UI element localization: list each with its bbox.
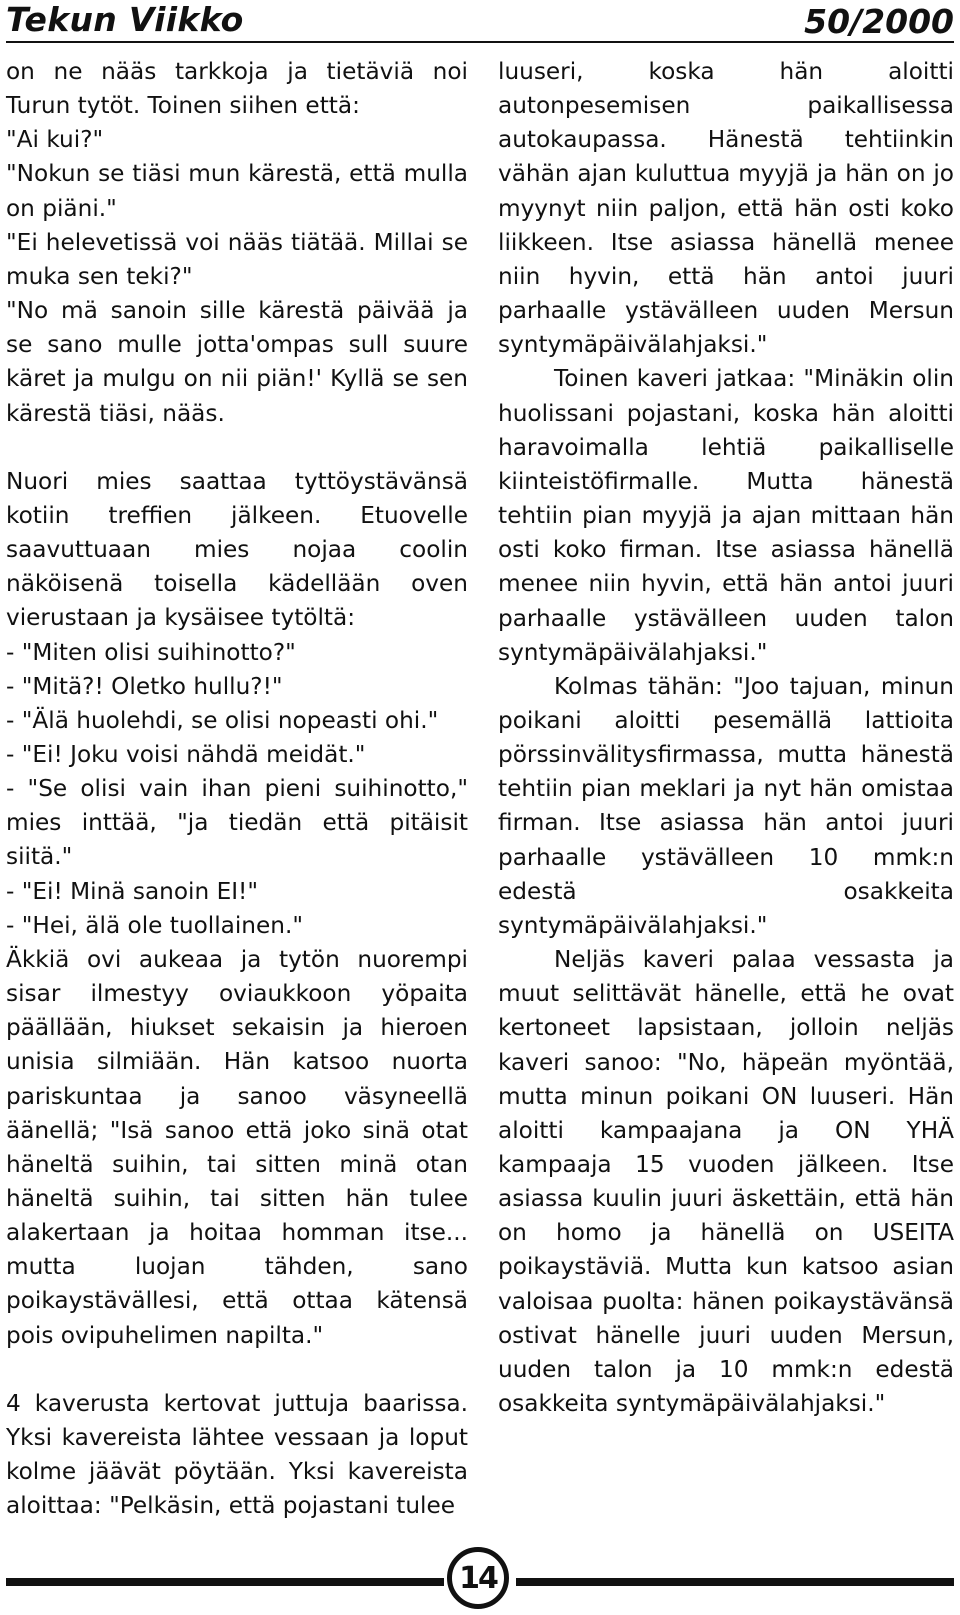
header-rule [6, 41, 954, 43]
paragraph: "No mä sanoin sille kärestä päivää ja se sano mulle jotta'ompas sull suure käret ja mulgu on nii piän!' Kyllä se sen kärestä tiäsi, nääs. [6, 297, 468, 427]
left-column [6, 55, 468, 1523]
right-column [498, 55, 954, 1421]
issue-number: 50/2000 [804, 2, 954, 41]
publication-title: Tekun Viikko [6, 0, 244, 39]
paragraph: Nuori mies saattaa tyttöystävänsä kotiin treffien jälkeen. Etuovelle saavuttuaan mies nojaa coolin näköisenä toisella kädellään oven vierustaan ja kysäisee tytöltä: [6, 467, 468, 632]
paragraph: 4 kaverusta kertovat juttuja baarissa. Yksi kavereista lähtee vessaan ja loput kolme jäävät pöytään. Yksi kavereista aloittaa: "Pelkäsin, että pojastani tulee [6, 1389, 468, 1520]
dialogue-line: - "Ei! Minä sanoin EI!" [6, 877, 259, 905]
paragraph: luuseri, koska hän aloitti autonpesemisen paikallisessa autokaupassa. Hänestä tehtiinkin vähän ajan kuluttua myyjä ja hän on jo myynyt niin paljon, että hän osti koko liikkeen. Itse asiassa hänellä menee niin hyvin, että hän antoi juuri parhaalle ystävälleen uuden Mersun syntymäpäivälahjaksi." [498, 58, 954, 359]
page-number-badge [447, 1547, 509, 1609]
dialogue-line: - "Se olisi vain ihan pieni suihinotto," mies inttää, "ja tiedän että pitäisit siitä." [6, 775, 468, 871]
footer-rule-left [6, 1578, 444, 1586]
dialogue-line: - "Älä huolehdi, se olisi nopeasti ohi." [6, 706, 439, 734]
paragraph: "Ei helevetissä voi nääs tiätää. Millai se muka sen teki?" [6, 228, 468, 290]
dialogue-line: - "Hei, älä ole tuollainen." [6, 911, 303, 939]
paragraph: Neljäs kaveri palaa vessasta ja muut selittävät hänelle, että he ovat kertoneet lapsistaan, jolloin neljäs kaveri sanoo: "No, häpeän myöntää, mutta minun poikani ON luuseri. Hän aloitti kampaajana ja ON YHÄ kampaaja 15 vuoden jälkeen. Itse asiassa kuulin juuri äskettäin, että hän on homo ja hänellä on USEITA poikaystäviä. Mutta kun katsoo asian valoisaa puolta: hänen poikaystävänsä ostivat hänelle juuri uuden Mersun, uuden talon ja 10 mmk:n edestä osakkeita syntymäpäivälahjaksi." [498, 946, 954, 1418]
paragraph: Kolmas tähän: "Joo tajuan, minun poikani aloitti pesemällä lattioita pörssinvälitysfirmassa, mutta hänestä tehtiin pian meklari ja nyt hän omistaa firman. Itse asiassa hän antoi juuri parhaalle ystävälleen 10 mmk:n edestä osakkeita syntymäpäivälahjaksi." [498, 672, 954, 939]
page-number: 14 [459, 1560, 497, 1596]
footer-rule-right [516, 1578, 954, 1586]
page-header [6, 0, 954, 44]
paragraph: Toinen kaveri jatkaa: "Minäkin olin huolissani pojastani, koska hän aloitti haravoimalla lehtiä paikalliselle kiinteistöfirmalle. Mutta hänestä tehtiin pian myyjä ja ajan mittaan hän osti koko firman. Itse asiassa hänellä menee niin hyvin, että hän antoi juuri parhaalle ystävälleen uuden talon syntymäpäivälahjaksi." [498, 365, 954, 666]
dialogue-line: - "Miten olisi suihinotto?" [6, 638, 296, 666]
paragraph: on ne nääs tarkkoja ja tietäviä noi Turun tytöt. Toinen siihen että: [6, 58, 468, 120]
dialogue-line: - "Mitä?! Oletko hullu?!" [6, 672, 283, 700]
paragraph: "Nokun se tiäsi mun kärestä, että mulla on piäni." [6, 160, 468, 222]
paragraph: "Ai kui?" [6, 126, 104, 154]
dialogue-line: - "Ei! Joku voisi nähdä meidät." [6, 740, 366, 768]
paragraph: Äkkiä ovi aukeaa ja tytön nuorempi sisar ilmestyy oviaukkoon yöpaita päällään, hiukset sekaisin ja hieroen unisia silmiään. Hän katsoo nuorta pariskuntaa ja sanoo väsyneellä äänellä; "Isä sanoo että joko sinä otat häneltä suihin, tai sitten minä otan häneltä suihin, tai sitten hän tulee alakertaan ja hoitaa homman itse... mutta luojan tähden, sano poikaystävällesi, että ottaa kätensä pois ovipuhelimen napilta." [6, 945, 468, 1349]
